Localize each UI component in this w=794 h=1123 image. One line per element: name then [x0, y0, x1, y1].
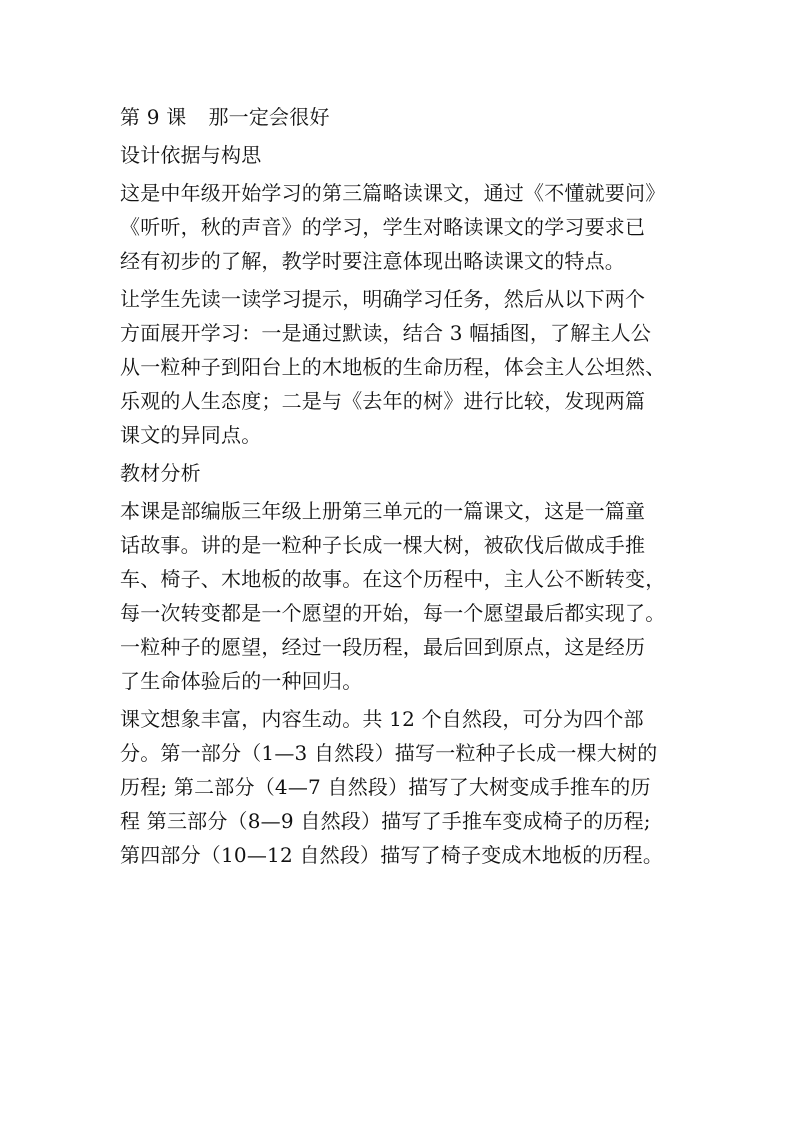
- paragraph-learning-plan: [120, 282, 690, 452]
- paragraph-line: 历程; 第二部分（4—7 自然段）描写了大树变成手推车的历: [120, 775, 651, 799]
- paragraph-line: 话故事。讲的是一粒种子长成一棵大树，被砍伐后做成手推: [120, 533, 646, 557]
- paragraph-line: 分。第一部分（1—3 自然段）描写一粒种子长成一棵大树的: [120, 741, 658, 765]
- paragraph-intro: [120, 176, 690, 278]
- paragraph-line: 每一次转变都是一个愿望的开始，每一个愿望最后都实现了。: [120, 601, 666, 625]
- paragraph-line: 本课是部编版三年级上册第三单元的一篇课文，这是一篇童: [120, 499, 646, 523]
- paragraph-line: 一粒种子的愿望，经过一段历程，最后回到原点，这是经历: [120, 635, 646, 659]
- paragraph-line: 第四部分（10—12 自然段）描写了椅子变成木地板的历程。: [120, 843, 664, 867]
- paragraph-line: 从一粒种子到阳台上的木地板的生命历程，体会主人公坦然、: [120, 355, 666, 379]
- lesson-title: [120, 100, 690, 134]
- paragraph-line: 经有初步的了解，教学时要注意体现出略读课文的特点。: [120, 249, 625, 273]
- paragraph-line: 乐观的人生态度；二是与《去年的树》进行比较，发现两篇: [120, 389, 646, 413]
- paragraph-line: 车、椅子、木地板的故事。在这个历程中，主人公不断转变，: [120, 567, 666, 591]
- paragraph-line: 课文的异同点。: [120, 423, 262, 447]
- paragraph-line: 方面展开学习：一是通过默读，结合 3 幅插图，了解主人公: [120, 321, 652, 345]
- section-heading-material: 教材分析: [120, 461, 201, 485]
- paragraph-line: 这是中年级开始学习的第三篇略读课文，通过《不懂就要问》: [120, 181, 666, 205]
- paragraph-material-analysis: [120, 494, 690, 698]
- paragraph-line: 让学生先读一读学习提示，明确学习任务，然后从以下两个: [120, 287, 646, 311]
- paragraph-line: 《听听，秋的声音》的学习，学生对略读课文的学习要求已: [120, 215, 646, 239]
- paragraph-line: 了生命体验后的一种回归。: [120, 669, 363, 693]
- paragraph-structure: [120, 702, 690, 872]
- lesson-name: 那一定会很好: [208, 105, 330, 129]
- document-body: [120, 100, 690, 872]
- paragraph-line: 程 第三部分（8—9 自然段）描写了手推车变成椅子的历程;: [120, 809, 651, 833]
- paragraph-line: 课文想象丰富，内容生动。共 12 个自然段，可分为四个部: [120, 707, 644, 731]
- section-heading-design: 设计依据与构思: [120, 143, 262, 167]
- lesson-number: 第 9 课: [120, 105, 187, 129]
